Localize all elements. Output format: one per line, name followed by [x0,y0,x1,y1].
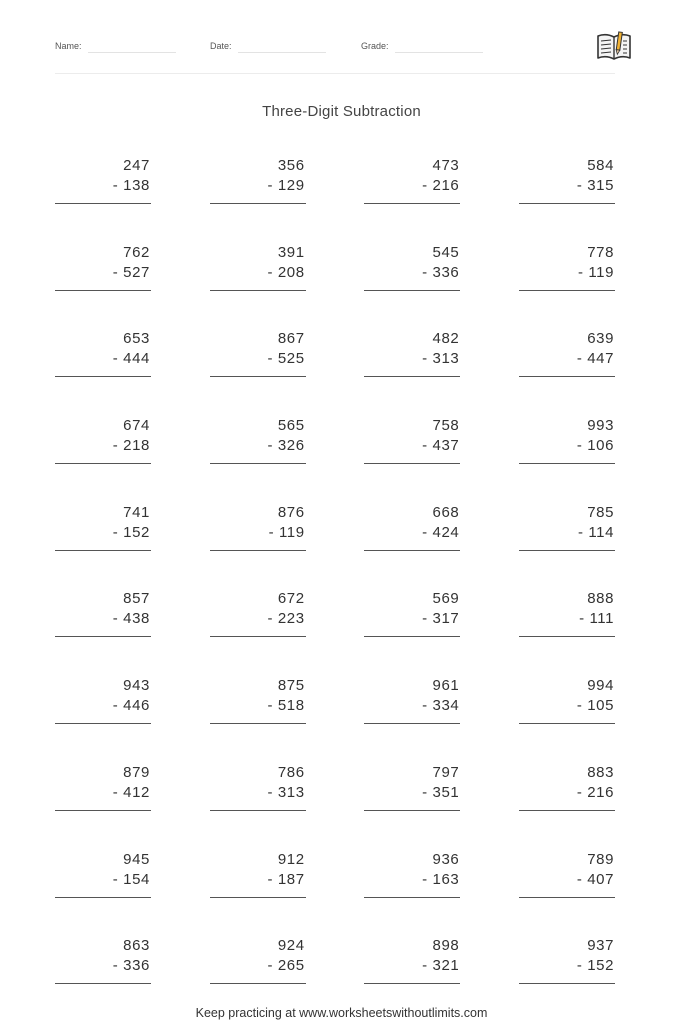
answer-line [210,463,306,464]
answer-line [210,550,306,551]
answer-line [364,983,460,984]
subtrahend: - 447 [576,350,615,368]
name-label: Name: [55,41,82,51]
answer-line [519,550,615,551]
answer-line [519,290,615,291]
minuend: 857 [123,590,150,608]
answer-line [210,723,306,724]
subtrahend: - 218 [112,437,150,455]
subtraction-problem [55,329,151,416]
answer-line [364,550,460,551]
subtrahend: - 119 [268,523,305,541]
date-label: Date: [210,41,232,51]
answer-line [519,203,615,204]
subtrahend: - 163 [422,870,460,888]
minuend: 943 [123,677,150,695]
subtraction-problem [210,416,306,503]
answer-line [364,376,460,377]
subtrahend: - 313 [422,350,460,368]
subtraction-problem [55,589,151,676]
answer-line [210,636,306,637]
grade-label: Grade: [361,41,389,51]
subtraction-problem [519,156,615,243]
subtrahend: - 336 [422,263,460,281]
subtrahend: - 437 [422,437,460,455]
subtrahend: - 518 [267,697,305,715]
answer-line [210,290,306,291]
minuend: 912 [277,850,305,868]
minuend: 945 [123,850,150,868]
minuend: 247 [123,157,150,174]
answer-line [364,290,460,291]
answer-line [364,463,460,464]
minuend: 867 [277,330,305,348]
subtrahend: - 138 [112,177,150,194]
subtrahend: - 446 [112,697,150,715]
subtraction-problem [210,676,306,763]
minuend: 785 [587,503,615,521]
subtrahend: - 216 [576,783,615,801]
subtraction-problem [364,416,460,503]
name-field [55,38,176,53]
answer-line [55,463,151,464]
minuend: 961 [432,677,460,695]
minuend: 639 [587,330,615,348]
minuend: 898 [432,937,460,955]
answer-line [55,290,151,291]
minuend: 391 [277,243,305,261]
subtrahend: - 119 [577,263,615,281]
minuend: 993 [587,417,615,435]
answer-line [519,983,615,984]
subtrahend: - 525 [267,350,305,368]
subtrahend: - 154 [112,870,150,888]
minuend: 758 [432,417,460,435]
answer-line [519,723,615,724]
answer-line [519,463,615,464]
answer-line [210,376,306,377]
subtraction-problem [55,156,151,243]
answer-line [364,636,460,637]
subtraction-problem [364,243,460,330]
subtraction-problem [55,503,151,590]
minuend: 653 [123,330,150,348]
answer-line [364,810,460,811]
answer-line [55,723,151,724]
minuend: 994 [587,677,615,695]
minuend: 876 [277,503,305,521]
subtrahend: - 407 [576,870,615,888]
answer-line [364,723,460,724]
answer-line [55,983,151,984]
subtrahend: - 334 [422,697,460,715]
subtraction-problem [210,850,306,937]
subtraction-problem [519,329,615,416]
subtraction-problem [55,676,151,763]
subtraction-problem [519,676,615,763]
minuend: 545 [432,243,460,261]
subtraction-problem [364,763,460,850]
subtraction-problem [364,503,460,590]
minuend: 789 [587,850,615,868]
minuend: 924 [277,937,305,955]
subtraction-problem [210,243,306,330]
minuend: 584 [587,157,615,174]
minuend: 879 [123,763,150,781]
subtrahend: - 265 [267,957,305,975]
minuend: 473 [432,157,460,174]
subtrahend: - 187 [267,870,305,888]
subtrahend: - 321 [422,957,460,975]
answer-line [55,550,151,551]
open-book-pencil-icon [596,30,632,62]
grade-field [361,38,483,53]
answer-line [519,376,615,377]
subtraction-problem [210,156,306,243]
subtraction-problem [519,243,615,330]
subtraction-problem [210,503,306,590]
minuend: 797 [432,763,460,781]
worksheet-header [55,38,615,56]
minuend: 672 [277,590,305,608]
date-blank-line [238,38,326,53]
subtrahend: - 105 [576,697,615,715]
subtrahend: - 152 [576,957,615,975]
answer-line [55,810,151,811]
subtrahend: - 351 [422,783,460,801]
subtrahend: - 315 [576,177,615,194]
subtraction-problem [210,329,306,416]
grade-blank-line [395,38,483,53]
subtrahend: - 438 [112,610,150,628]
answer-line [210,983,306,984]
subtraction-problem [55,416,151,503]
answer-line [364,203,460,204]
answer-line [519,636,615,637]
minuend: 875 [277,677,305,695]
subtrahend: - 106 [576,437,615,455]
subtrahend: - 152 [112,523,150,541]
problem-grid [55,156,615,1023]
minuend: 863 [123,937,150,955]
subtraction-problem [55,763,151,850]
minuend: 356 [277,157,305,174]
subtrahend: - 223 [267,610,305,628]
answer-line [364,897,460,898]
minuend: 778 [587,243,615,261]
minuend: 668 [432,503,460,521]
subtraction-problem [519,850,615,937]
minuend: 936 [432,850,460,868]
minuend: 741 [123,503,150,521]
subtraction-problem [519,763,615,850]
footer-text: Keep practicing at www.worksheetswithoutlimits.com [195,1006,488,1020]
minuend: 883 [587,763,615,781]
subtrahend: - 208 [267,263,305,281]
subtraction-problem [364,589,460,676]
minuend: 565 [277,417,305,435]
subtraction-problem [364,156,460,243]
subtraction-problem [210,763,306,850]
subtraction-problem [519,503,615,590]
subtraction-problem [364,850,460,937]
answer-line [519,810,615,811]
subtraction-problem [519,589,615,676]
date-field [210,38,326,53]
answer-line [55,636,151,637]
subtrahend: - 326 [267,437,305,455]
minuend: 762 [123,243,150,261]
answer-line [519,897,615,898]
subtraction-problem [210,589,306,676]
answer-line [210,897,306,898]
subtrahend: - 216 [422,177,460,194]
subtraction-problem [55,850,151,937]
minuend: 569 [432,590,460,608]
answer-line [210,810,306,811]
subtraction-problem [55,243,151,330]
minuend: 937 [587,937,615,955]
subtrahend: - 412 [112,783,150,801]
subtrahend: - 527 [112,263,150,281]
worksheet-title: Three-Digit Subtraction [262,103,421,120]
subtraction-problem [364,329,460,416]
subtrahend: - 317 [422,610,460,628]
subtrahend: - 313 [267,783,305,801]
subtraction-problem [364,676,460,763]
subtrahend: - 114 [577,523,615,541]
answer-line [55,376,151,377]
name-blank-line [88,38,176,53]
minuend: 674 [123,417,150,435]
minuend: 888 [587,590,615,608]
subtrahend: - 444 [112,350,150,368]
subtrahend: - 424 [422,523,460,541]
subtrahend: - 111 [579,610,615,628]
subtraction-problem [519,416,615,503]
subtrahend: - 336 [112,957,150,975]
answer-line [55,897,151,898]
subtrahend: - 129 [267,177,305,194]
minuend: 786 [277,763,305,781]
minuend: 482 [432,330,460,348]
header-divider [55,73,615,74]
answer-line [210,203,306,204]
answer-line [55,203,151,204]
